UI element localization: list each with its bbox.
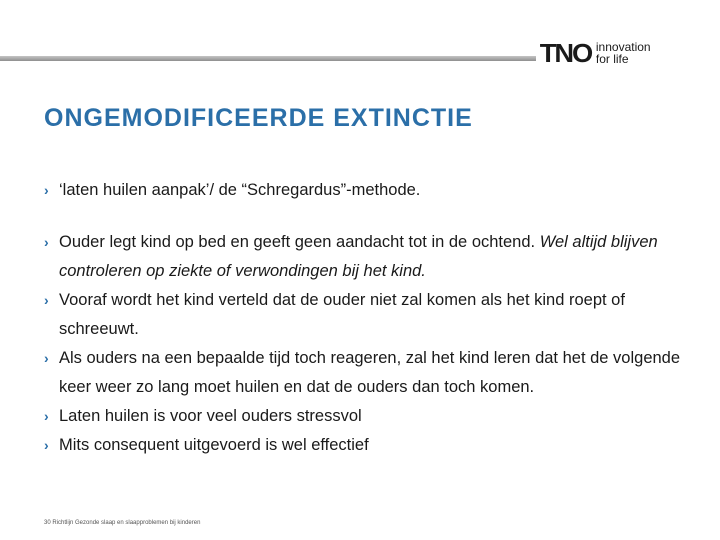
bullet-item (44, 344, 694, 402)
bullet-text: Laten huilen is voor veel ouders stressvol (59, 407, 362, 425)
bullet-text: ‘laten huilen aanpak’/ de “Schregardus”-methode. (59, 181, 421, 199)
bullet-chevron-icon: › (44, 408, 49, 424)
bullet-item (44, 286, 694, 344)
bullet-item (44, 402, 694, 431)
bullet-text: Vooraf wordt het kind verteld dat de ouder niet zal komen als het kind roept of schreeuwt. (59, 291, 625, 338)
bullet-item (44, 176, 694, 205)
bullet-chevron-icon: › (44, 292, 49, 308)
slide-footer: 30 Richtlijn Gezonde slaap en slaapproblemen bij kinderen (44, 520, 201, 526)
logo-tagline-line2: for life (595, 52, 629, 66)
bullet-chevron-icon: › (44, 234, 49, 250)
slide-title: ONGEMODIFICEERDE EXTINCTIE (44, 104, 473, 132)
bullet-list (44, 176, 694, 460)
tno-logo (541, 40, 651, 66)
bullet-chevron-icon: › (44, 437, 49, 453)
bullet-chevron-icon: › (44, 182, 49, 198)
bullet-item (44, 228, 694, 286)
bullet-text-italic: Wel altijd blijven controleren op ziekte of verwondingen bij het kind. (59, 233, 658, 280)
bullet-item (44, 431, 694, 460)
logo-tagline (596, 41, 651, 65)
header-rule (0, 56, 536, 61)
bullet-text: Ouder legt kind op bed en geeft geen aandacht tot in de ochtend. (59, 233, 540, 251)
logo-tagline-line1: innovation (595, 40, 651, 54)
bullet-text: Mits consequent uitgevoerd is wel effectief (59, 436, 369, 454)
bullet-text: Als ouders na een bepaalde tijd toch reageren, zal het kind leren dat het de volgende keer weer zo lang moet huilen en dat de ouders dan toch komen. (59, 349, 681, 396)
logo-mark: TNO (539, 38, 592, 68)
bullet-chevron-icon: › (44, 350, 49, 366)
